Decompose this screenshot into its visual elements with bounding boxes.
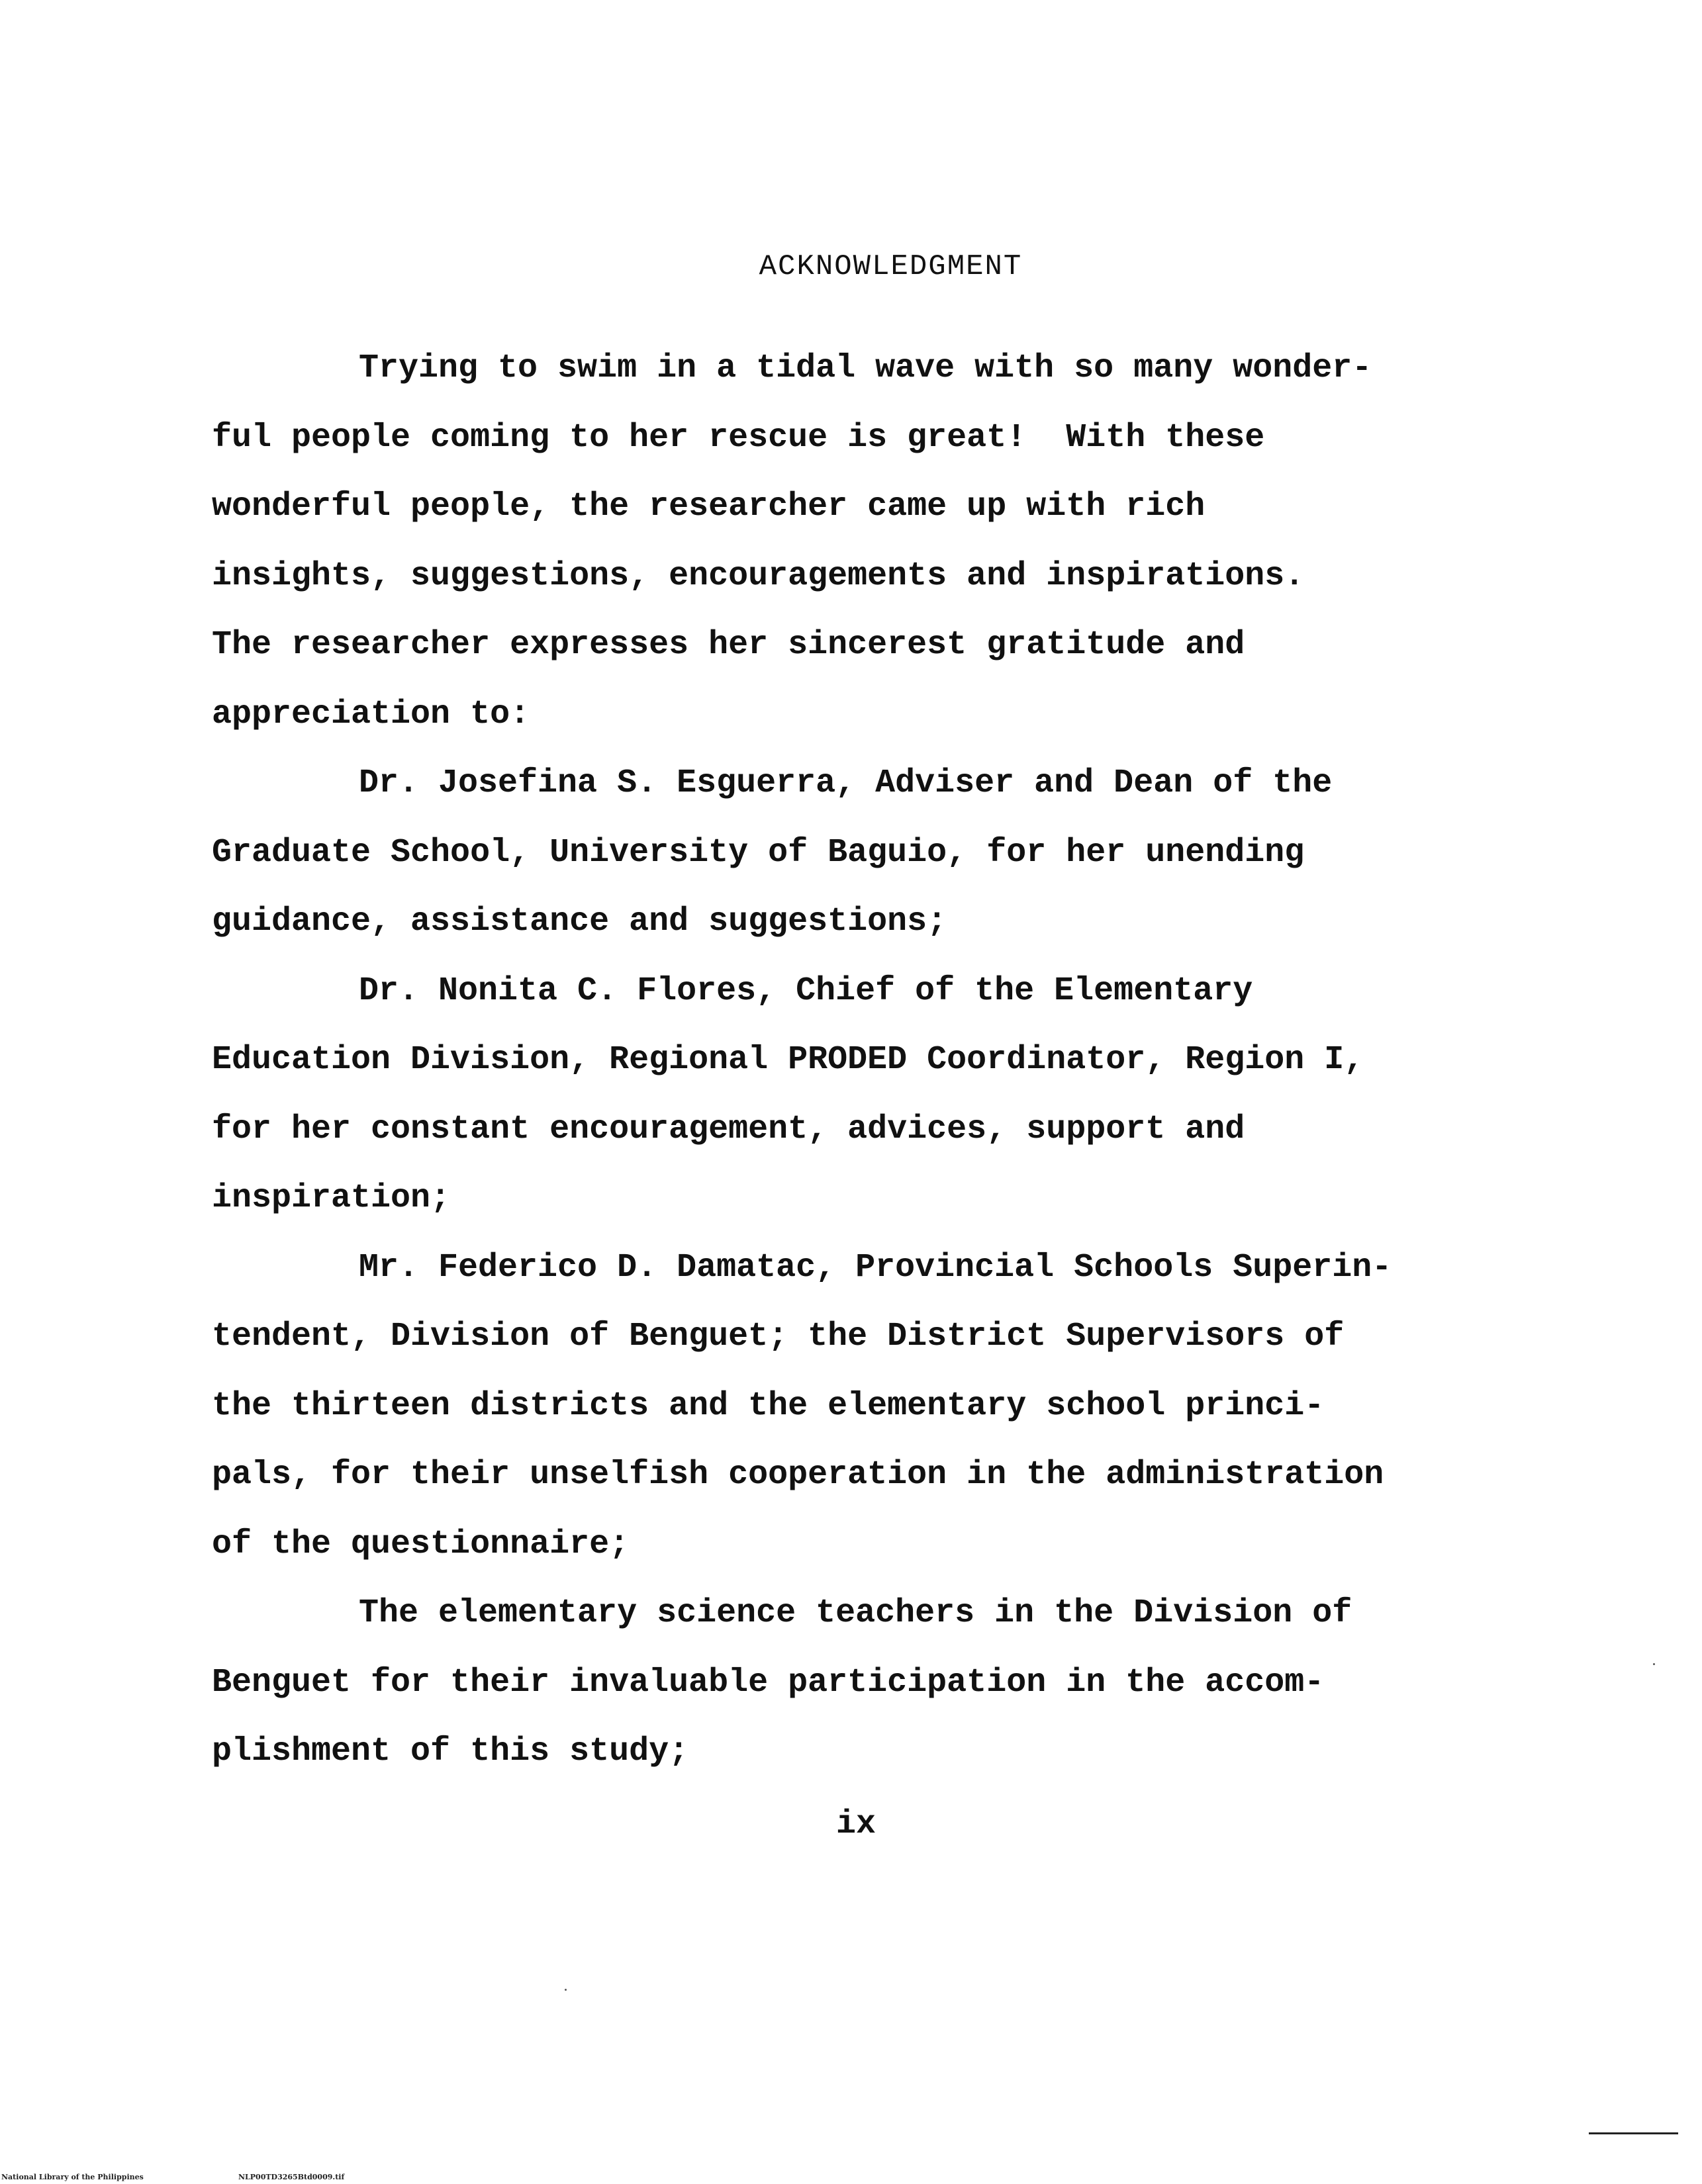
text-line: tendent, Division of Benguet; the District Supervisors of [212,1318,1345,1355]
text-line: Benguet for their invaluable participation in the accom- [212,1663,1325,1702]
text-line: Dr. Josefina S. Esguerra, Adviser and Dean of the [359,764,1333,802]
text-line: pals, for their unselfish cooperation in the administration [212,1456,1384,1494]
page-title: ACKNOWLEDGMENT [759,250,1023,283]
text-line: wonderful people, the researcher came up with rich [212,488,1206,525]
text-line: Trying to swim in a tidal wave with so many wonder- [359,349,1372,387]
page-number: ix [835,1805,876,1843]
text-line: the thirteen districts and the elementary school princi- [212,1387,1325,1425]
text-line: Dr. Nonita C. Flores, Chief of the Elementary [359,972,1253,1010]
text-line: plishment of this study; [212,1733,689,1770]
text-line: appreciation to: [212,695,530,733]
footer-file-id: NLP00TD3265Btd0009.tif [238,2173,345,2181]
scan-speck [565,1989,567,1991]
text-line: Mr. Federico D. Damatac, Provincial Schools Superin- [359,1248,1392,1287]
footer-rule [1589,2132,1678,2134]
text-line: The elementary science teachers in the Division of [359,1594,1352,1632]
text-line: for her constant encouragement, advices, support and [212,1110,1245,1148]
text-line: ful people coming to her rescue is great! With these [212,418,1265,457]
text-line: The researcher expresses her sincerest gratitude and [212,626,1245,664]
text-line: insights, suggestions, encouragements and inspirations. [212,557,1305,595]
footer-library-label: National Library of the Philippines [1,2173,144,2181]
text-line: guidance, assistance and suggestions; [212,903,947,940]
text-line: inspiration; [212,1179,451,1217]
text-line: of the questionnaire; [212,1525,630,1563]
scan-speck [1653,1663,1655,1665]
body-text [212,334,1470,1787]
text-line: Graduate School, University of Baguio, for her unending [212,833,1305,872]
text-line: Education Division, Regional PRODED Coordinator, Region I, [212,1041,1364,1079]
